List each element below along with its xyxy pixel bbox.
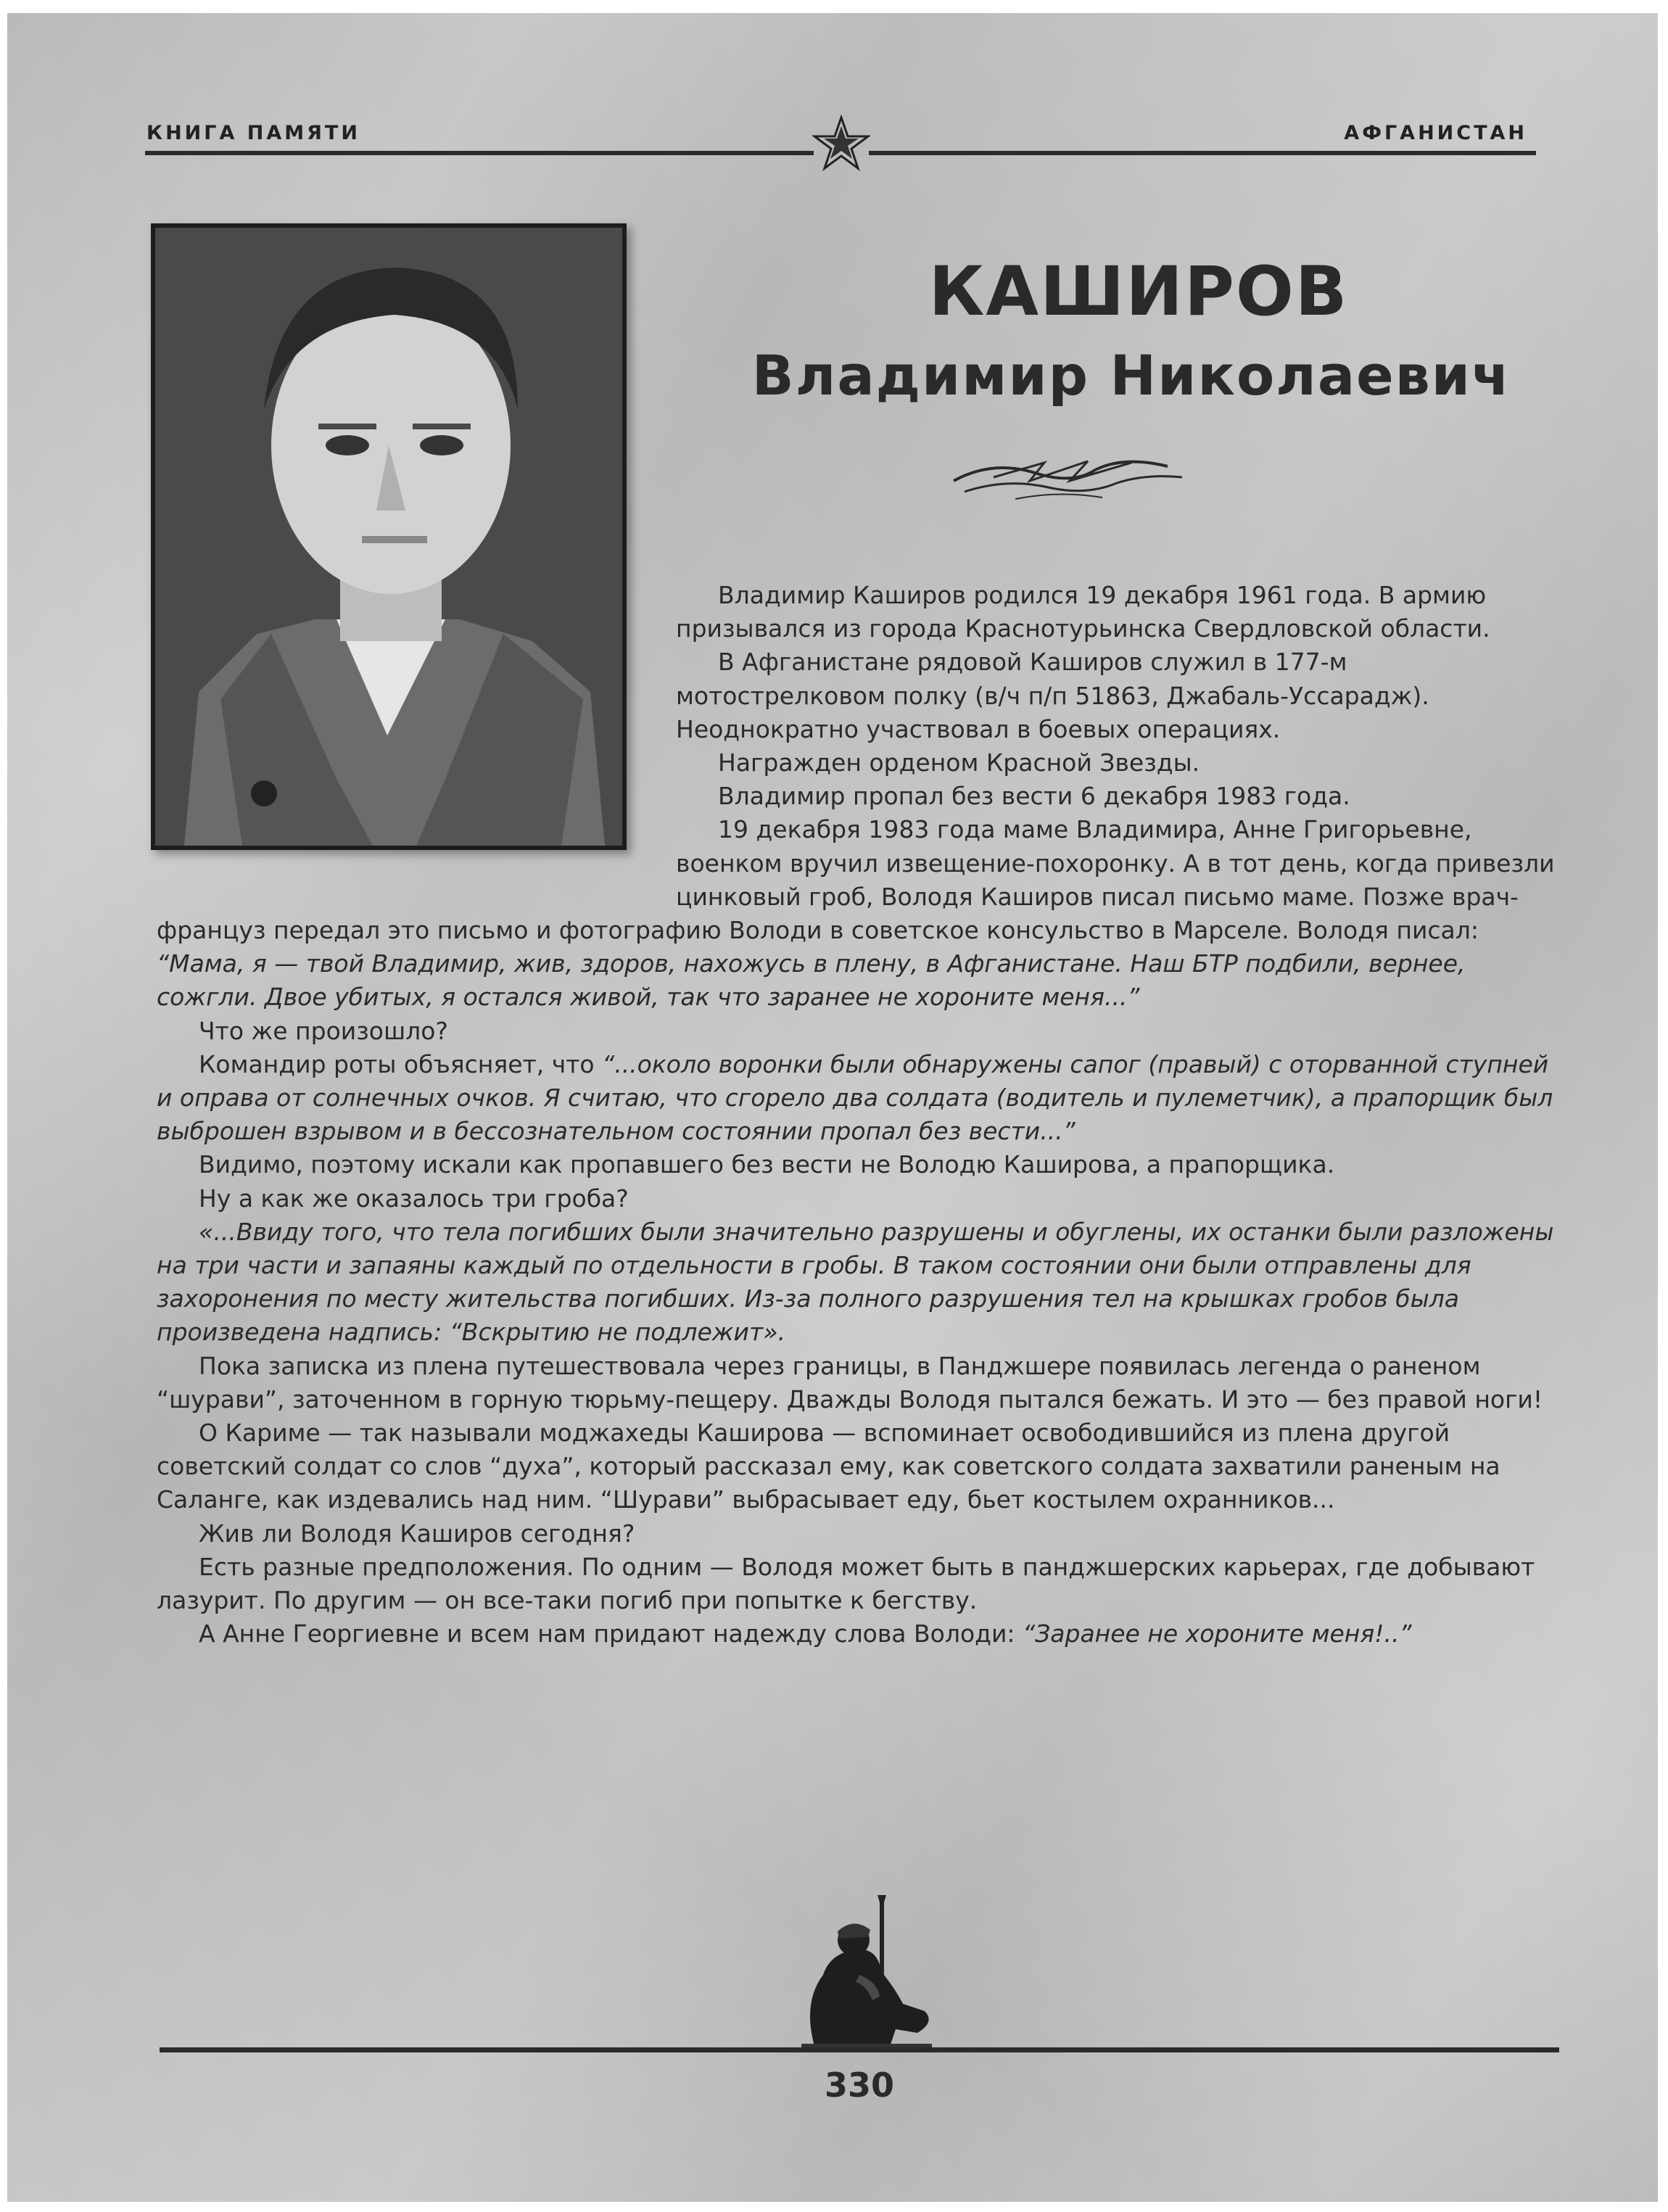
body-paragraph	[157, 1517, 1556, 1551]
body-paragraph	[157, 1015, 1556, 1048]
book-page	[7, 13, 1658, 2202]
star-icon	[812, 115, 870, 173]
paragraph-text: Награжден орденом Красной Звезды.	[718, 748, 1200, 777]
person-given-names: Владимир Николаевич	[751, 343, 1511, 408]
person-surname: КАШИРОВ	[928, 252, 1349, 331]
body-paragraph	[157, 1048, 1556, 1149]
header-rule-right	[869, 151, 1536, 155]
paragraph-text: О Кариме — так называли моджахеды Каширова — вспоминает освободившийся из плена другой советский солдат со слов “духа”, который рассказал ему, как советского солдата захватили раненым на Саланге, как издевались над ним. “Шурави” выбрасывает еду, бьет костылем охранников...	[157, 1419, 1500, 1514]
article-body	[157, 579, 1556, 1651]
paragraph-text: Что же произошло?	[199, 1016, 448, 1045]
body-paragraph	[157, 1216, 1556, 1350]
paragraph-text: В Афганистане рядовой Каширов служил в 177-м мотострелковом полку (в/ч п/п 51863, Джабаль-Уссарадж). Неоднократно участвовал в боевых операциях.	[676, 648, 1429, 743]
paragraph-text: Владимир пропал без вести 6 декабря 1983 года.	[718, 782, 1350, 811]
italic-quote: “...около воронки были обнаружены сапог (правый) с оторванной ступней и оправа от солнечных очков. Я считаю, что сгорело два солдата (водитель и пулеметчик), а прапорщик был выброшен взрывом и в бессознательном состоянии пропал без вести...”	[157, 1049, 1553, 1146]
flourish-ornament	[950, 448, 1189, 506]
paragraph-text: Пока записка из плена путешествовала через границы, в Панджшере появилась легенда о раненом “шурави”, заточенном в горную тюрьму-пещеру. Дважды Володя пытался бежать. И это — без правой ноги!	[157, 1351, 1543, 1414]
paragraph-text: Жив ли Володя Каширов сегодня?	[199, 1519, 635, 1548]
body-paragraph	[157, 1148, 1556, 1181]
page-number: 330	[824, 2066, 895, 2105]
running-header-left: КНИГА ПАМЯТИ	[146, 122, 360, 144]
body-paragraph	[157, 1551, 1556, 1617]
paragraph-text: Владимир Каширов родился 19 декабря 1961 года. В армию призывался из города Краснотурьинска Свердловской области.	[676, 581, 1490, 643]
body-paragraph	[157, 1617, 1556, 1651]
paragraph-text: Есть разные предположения. По одним — Володя может быть в панджшерских карьерах, где добывают лазурит. По другим — он все-таки погиб при попытке к бегству.	[157, 1552, 1535, 1615]
body-paragraph	[157, 1182, 1556, 1216]
photo-wrap-space	[157, 579, 676, 892]
paragraph-text: Командир роты объясняет, что	[199, 1049, 603, 1078]
running-header-right: АФГАНИСТАН	[1344, 122, 1527, 144]
paragraph-text: А Анне Георгиевне и всем нам придают надежду слова Володи:	[199, 1619, 1023, 1648]
body-paragraph	[157, 1416, 1556, 1517]
paragraph-text: Ну а как же оказалось три гроба?	[199, 1184, 629, 1213]
italic-quote: “Мама, я — твой Владимир, жив, здоров, нахожусь в плену, в Афганистане. Наш БТР подбили, вернее, сожгли. Двое убитых, я остался живой, так что заранее не хороните меня...”	[157, 949, 1466, 1012]
soldier-figure-icon	[787, 1895, 946, 2051]
header-rule-left	[145, 151, 814, 155]
italic-quote: “Заранее не хороните меня!..”	[1023, 1619, 1412, 1648]
footer-rule	[160, 2047, 1559, 2052]
body-paragraph	[157, 1350, 1556, 1416]
italic-quote: «...Ввиду того, что тела погибших были значительно разрушены и обуглены, их останки были разложены на три части и запаяны каждый по отдельности в гробы. В таком состоянии они были отправлены для захоронения по месту жительства погибших. Из-за полного разрушения тел на крышках гробов была произведена надпись: “Вскрытию не подлежит».	[157, 1217, 1554, 1347]
paragraph-text: Видимо, поэтому искали как пропавшего без вести не Володю Каширова, а прапорщика.	[199, 1150, 1335, 1179]
paragraph-text: 19 декабря 1983 года маме Владимира, Анне Григорьевне, военком вручил извещение-похоронку. А в тот день, когда привезли цинковый гроб, Володя Каширов писал письмо маме. Позже врач-француз передал это письмо и фотографию Володи в советское консульство в Марселе. Володя писал:	[157, 815, 1555, 945]
